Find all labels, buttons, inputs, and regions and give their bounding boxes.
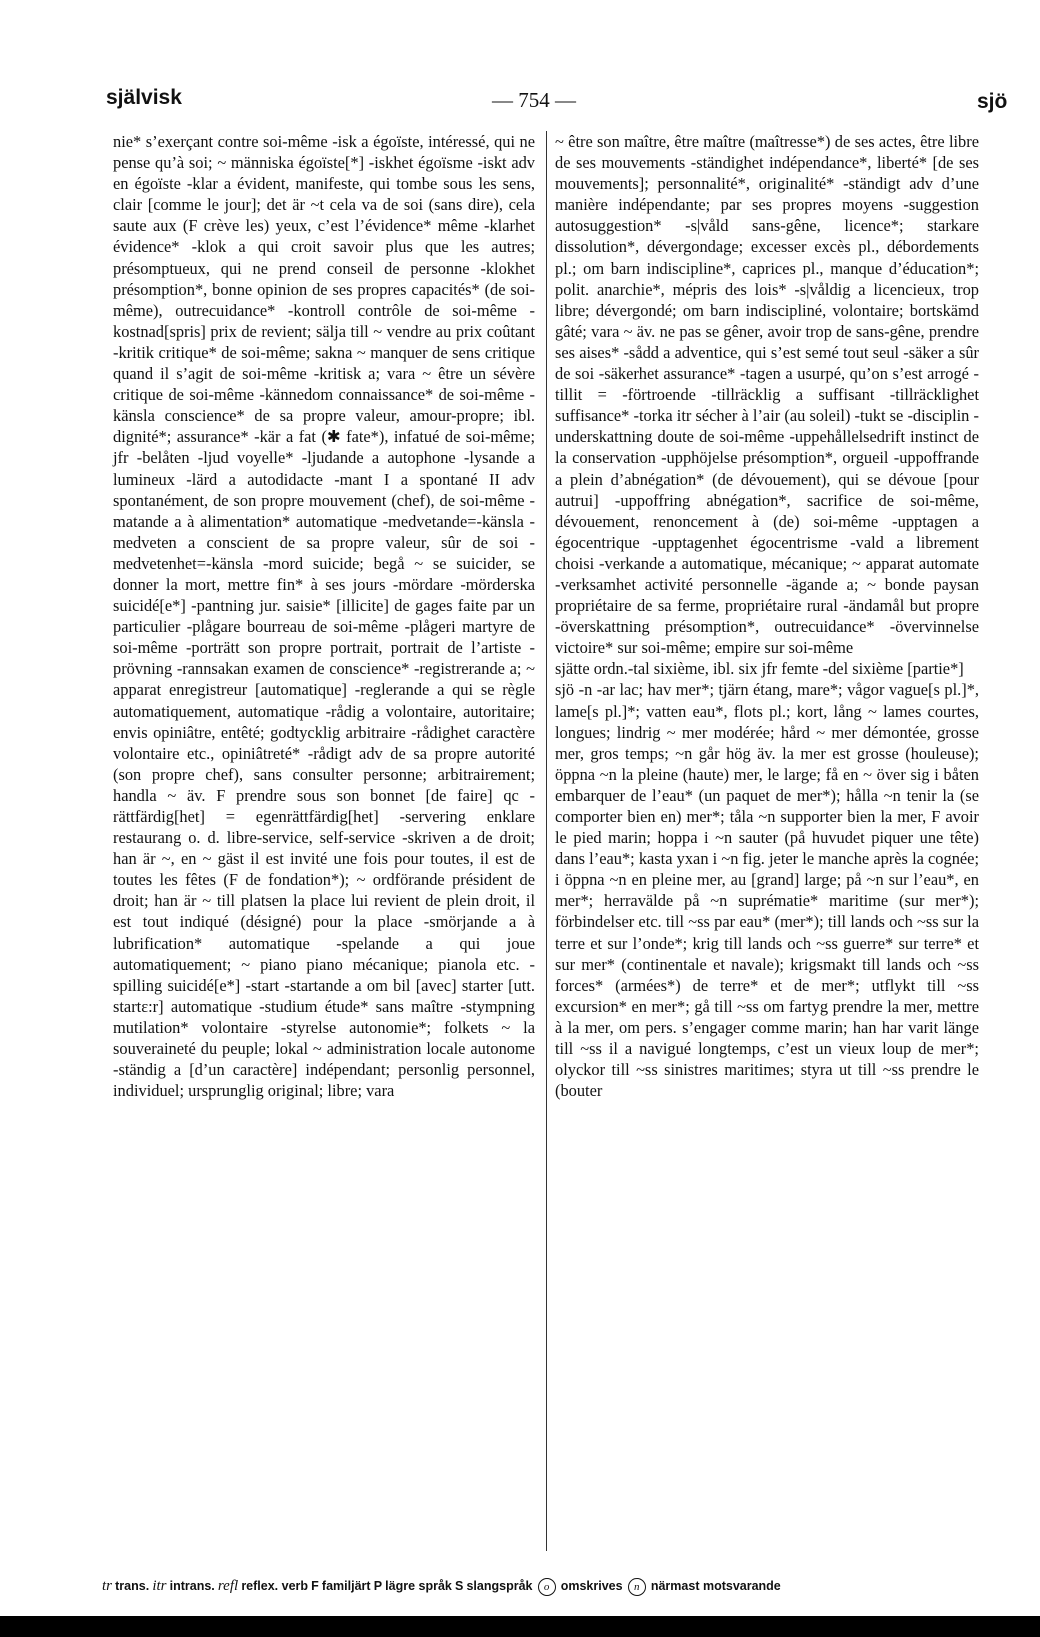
circled-o-symbol: o	[538, 1578, 556, 1596]
scan-border	[0, 1616, 1040, 1637]
p-abbr: P	[373, 1579, 383, 1593]
tr-text: trans.	[115, 1579, 150, 1593]
abbreviation-key	[102, 1578, 1002, 1596]
right-column-text: ~ être son maître, être maître (maîtresse*) de ses actes, être libre de ses mouvements -ständighet indépendance*, liberté* [de ses mouvements]; personnalité*, originalité* -ständigt adv d’une manière indépendante; par ses propres moyens -suggestion autosuggestion* -s|våld sans-gêne, licence*; starkare dissolution*, dévergondage; excesser excès pl., débordements pl.; om barn indiscipline*, caprices pl., manque d’éducation*; polit. anarchie*, mépris des lois* -s|våldig a licencieux, trop libre; dévergondé; om barn indiscipliné, volontaire; bortskämd gâté; vara ~ äv. ne pas se gêner, avoir trop de sans-gêne, prendre ses aises* -sådd a adventice, qui s’est semé tout seul -säker a sûr de soi -säkerhet assurance* -tagen a usurpé, qu’on s’est arrogé -tillit = -förtroende -tillräcklig a suffisant -tillräcklighet suffisance* -torka itr sécher à l’air (au soleil) -tukt se -disciplin -underskattning doute de soi-même -uppehållelsedrift instinct de la conservation -upphöjelse présomption*, orgueil -uppoffrande a plein d’abnégation* (de dévouement), qui se dévoue [pour autrui] -uppoffring abnégation*, sacrifice de soi-même, dévouement, renoncement à (de) soi-même -upptagen a égocentrique -upptagenhet égocentrisme -vald a librement choisi -verkande a automatique, mécanique; ~ apparat automate -verksamhet activité personnelle -ägande a; ~ bonde paysan propriétaire de sa ferme, propriétaire rural -ändamål but propre -överskattning présomption*, outrecuidance* -övervinnelse victoire* sur soi-même; empire sur soi-même	[555, 132, 979, 658]
o-text: omskrives	[560, 1579, 623, 1593]
entry-sjatte: sjätte ordn.-tal sixième, ibl. six jfr femte -del sixième [partie*]	[555, 659, 964, 679]
itr-abbr: itr	[152, 1578, 167, 1594]
running-head-left: självisk	[106, 86, 182, 109]
s-abbr: S	[455, 1579, 464, 1593]
left-column-text: nie* s’exerçant contre soi-même -isk a égoïste, intéressé, qui ne pense qu’à soi; ~ människa égoïste[*] -iskhet égoïsme -iskt adv en égoïste -klar a évident, manifeste, qui tombe sous les sens, clair [comme le jour]; det är ~t cela va de soi (sans dire), cela saute aux (F crève les) yeux, c’est l’évidence* même -klarhet évidence* -klok a qui croit savoir plus que les autres; présomptueux, qui ne prend conseil de personne -klokhet présomption*, bonne opinion de ses propres capacités* (de soi-même), outrecuidance* -kontroll contrôle de soi-même -kostnad[spris] prix de revient; sälja till ~ vendre au prix coûtant -kritik critique* de soi-même; sakna ~ manquer de sens critique quand il s’agit de soi-même -kritisk a; vara ~ être un sévère critique de soi-même -kännedom connaissance* de soi-même -känsla conscience* de sa propre valeur, amour-propre; ibl. dignité*; assurance* -kär a fat (✱ fate*), infatué de soi-même; jfr -belåten -ljud voyelle* -ljudande a autophone -lysande a lumineux -lärd a autodidacte -mant I a spontané II adv spontanément, de son propre mouvement (chef), de soi-même -matande a à alimentation* automatique -medvetande=-känsla -medveten a conscient de sa propre valeur, sûr de soi -medvetenhet=-känsla -mord suicide; begå ~ se suicider, se donner la mort, mettre fin* à ses jours -mördare -mörderska suicidé[e*] -pantning jur. saisie* [illicite] de gages faite par un particulier -plågare bourreau de soi-même -plågeri martyre de soi-même -porträtt son propre portrait, portrait de l’artiste -prövning -rannsakan examen de conscience* -registrerande a; ~ apparat enregistreur [automatique] -reglerande a qui se règle automatiquement, automatique -rådig a volontaire, autoritaire; envis opiniâtre, entêté; godtycklig arbitraire -rådighet caractère volontaire etc., opiniâtreté* -rådigt adv de sa propre autorité (son propre chef), sans consulter personne; arbitrairement; handla ~ äv. F prendre sous son bonnet [de faire] qc -rättfärdig[het] = egenrättfärdig[het] -servering enklare restaurang o. d. libre-service, self-service -skriven a de droit; han är ~, en ~ gäst il est invité une fois pour toutes, il est de toutes les fêtes (F de fondation*); ~ ordförande président de droit; han är ~ till platsen la place lui revient de plein droit, il est tout indiqué (désigné) pour la place -smörjande a à lubrification* automatique -spelande a qui joue automatiquement; ~ piano piano mécanique; pianola etc. -spilling suicidé[e*] -start -startande a om bil [avec] starter [utt. startɛ:r] automatique -studium étude* sans maître -stympning mutilation* volontaire -styrelse autonomie*; folkets ~ la souveraineté du peuple; lokal ~ administration locale autonome -ständig a [d’un caractère] indépendant; personlig personnel, individuel; ursprunglig original; libre; vara	[113, 132, 535, 1101]
left-column	[113, 131, 535, 1101]
right-column	[555, 131, 979, 1101]
s-text: slangspråk	[466, 1579, 533, 1593]
page-number: — 754 —	[492, 88, 576, 112]
itr-text: intrans.	[169, 1579, 215, 1593]
n-text: närmast motsvarande	[650, 1579, 781, 1593]
refl-text: reflex. verb	[241, 1579, 309, 1593]
p-text: lägre språk	[385, 1579, 452, 1593]
f-abbr: F	[311, 1579, 319, 1593]
refl-abbr: refl	[217, 1578, 239, 1594]
column-divider	[546, 131, 547, 1551]
entry-sjo: sjö -n -ar lac; hav mer*; tjärn étang, mare*; vågor vague[s pl.]*, lame[s pl.]*; vatten eau*, flots pl.; kort, lång ~ lames courtes, longues; lindrig ~ mer modérée; hård ~ mer démontée, grosse mer, gros temps; ~n går hög äv. la mer est grosse (houleuse); öppna ~n la pleine (haute) mer, le large; få en ~ över sig i båten embarquer de l’eau* (un paquet de mer*); hålla ~n tenir la (se comporter bien en) mer*; tåla ~n supporter bien la mer, F avoir le pied marin; hoppa i ~n sauter (på huvudet piquer une tête) dans l’eau*; kasta yxan i ~n fig. jeter le manche après la cognée; i öppna ~n en pleine mer, au [grand] large; på ~n sur l’eau*, en mer*; herravälde på ~n suprématie* maritime (sur mer*); förbindelser etc. till ~ss par eau* (mer*); till lands och ~ss sur la terre et sur l’onde*; krig till lands och ~ss guerre* sur terre* et sur mer* (continentale et navale); krigsmakt till lands och ~ss forces* (armées*) de terre* et de mer*; utflykt till ~ss excursion* en mer*; gå till ~ss om fartyg prendre la mer, mettre à la mer, om pers. s’engager comme marin; han har varit länge till ~ss il a navigué longtemps, c’est un vieux loup de mer*; olyckor till ~ss sinistres maritimes; styra ut till ~ss prendre le (bouter	[555, 680, 979, 1101]
running-head-right: sjö	[977, 90, 1008, 113]
tr-abbr: tr	[102, 1578, 113, 1594]
circled-n-symbol: n	[628, 1578, 646, 1596]
f-text: familjärt	[321, 1579, 371, 1593]
